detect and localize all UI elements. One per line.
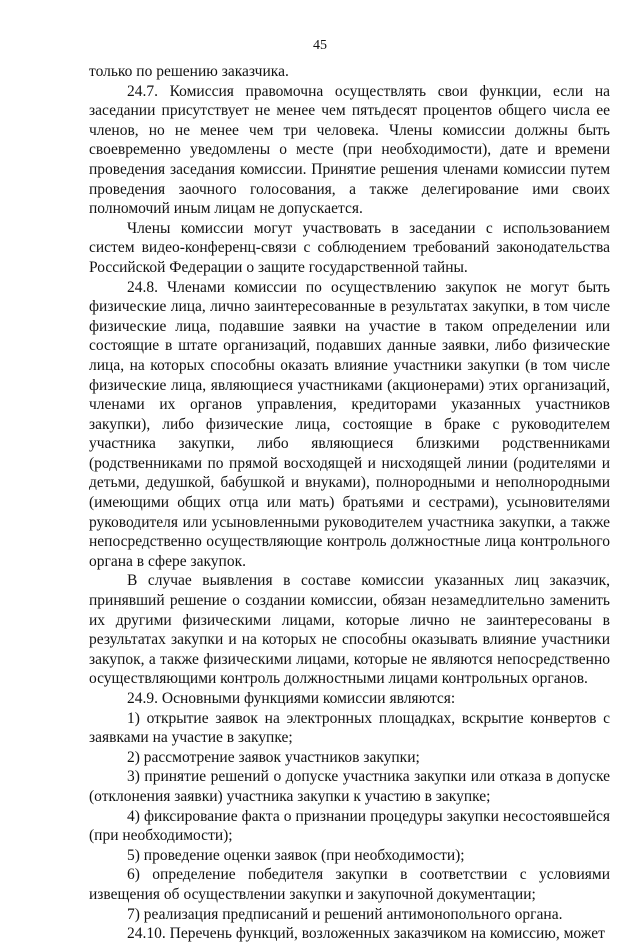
list-item: 2) рассмотрение заявок участников закупки; <box>127 748 420 766</box>
paragraph: только по решению заказчика. <box>89 63 289 80</box>
list-item: 5) проведение оценки заявок (при необходимости); <box>127 846 465 864</box>
paragraph: 24.8. Членами комиссии по осуществлению закупок не могут быть физические лица, лично заинтересованные в результатах закупки, в том числе физические лица, подавшие заявки на участие в таком определении или состоящие в штате организаций, подавших данные заявки, либо физические лица, на которых способны оказать влияние участники закупки (в том числе физические лица, являющиеся участниками (акционерами) этих организаций, членами их органов управления, кредиторами указанных участников закупки), либо физические лица, состоящие в браке с руководителем участника закупки, либо являющиеся близкими родственниками (родственниками по прямой восходящей и нисходящей линии (родителями и детьми, дедушкой, бабушкой и внуками), полнородными и неполнородными (имеющими общих отца или мать) братьями и сестрами), усыновителями руководителя или усыновленными руководителем участника закупки, а также непосредственно осуществляющие контроль должностные лица контрольного органа в сфере закупок. <box>89 278 610 570</box>
paragraph: В случае выявления в составе комиссии указанных лиц заказчик, принявший решение о создании комиссии, обязан незамедлительно заменить их другими физическими лицами, которые лично не заинтересованы в результатах закупки и на которых не способны оказывать влияние участники закупок, а также физическими лицами, которые не являются непосредственно осуществляющими контроль должностными лицами контрольных органов. <box>89 572 610 688</box>
paragraph: Члены комиссии могут участвовать в заседании с использованием систем видео-конференц-связи с соблюдением требований законодательства Российской Федерации о защите государственной тайны. <box>89 219 610 276</box>
list-item: 6) определение победителя закупки в соответствии с условиями извещения об осуществлении закупки и закупочной документации; <box>89 866 610 903</box>
paragraph: 24.10. Перечень функций, возложенных заказчиком на комиссию, может <box>127 925 605 943</box>
list-item: 4) фиксирование факта о признании процедуры закупки несостоявшейся (при необходимости); <box>89 807 610 845</box>
list-item: 3) принятие решений о допуске участника закупки или отказа в допуске (отклонения заявки) участника закупки к участию в закупке; <box>89 768 610 805</box>
page-body <box>89 62 610 944</box>
paragraph: 24.9. Основными функциями комиссии являются: <box>127 690 456 707</box>
list-item: 1) открытие заявок на электронных площадках, вскрытие конвертов с заявками на участие в закупке; <box>89 709 610 747</box>
list-item: 7) реализация предписаний и решений антимонопольного органа. <box>127 905 563 923</box>
paragraph: 24.7. Комиссия правомочна осуществлять свои функции, если на заседании присутствует не менее чем пятьдесят процентов общего числа ее членов, но не менее чем три человека. Члены комиссии должны быть своевременно уведомлены о месте (при необходимости), дате и времени проведения заседания комиссии. Принятие решения членами комиссии путем проведения заочного голосования, а также делегирование ими своих полномочий иным лицам не допускается. <box>89 82 610 218</box>
page-number: 45 <box>313 38 327 53</box>
